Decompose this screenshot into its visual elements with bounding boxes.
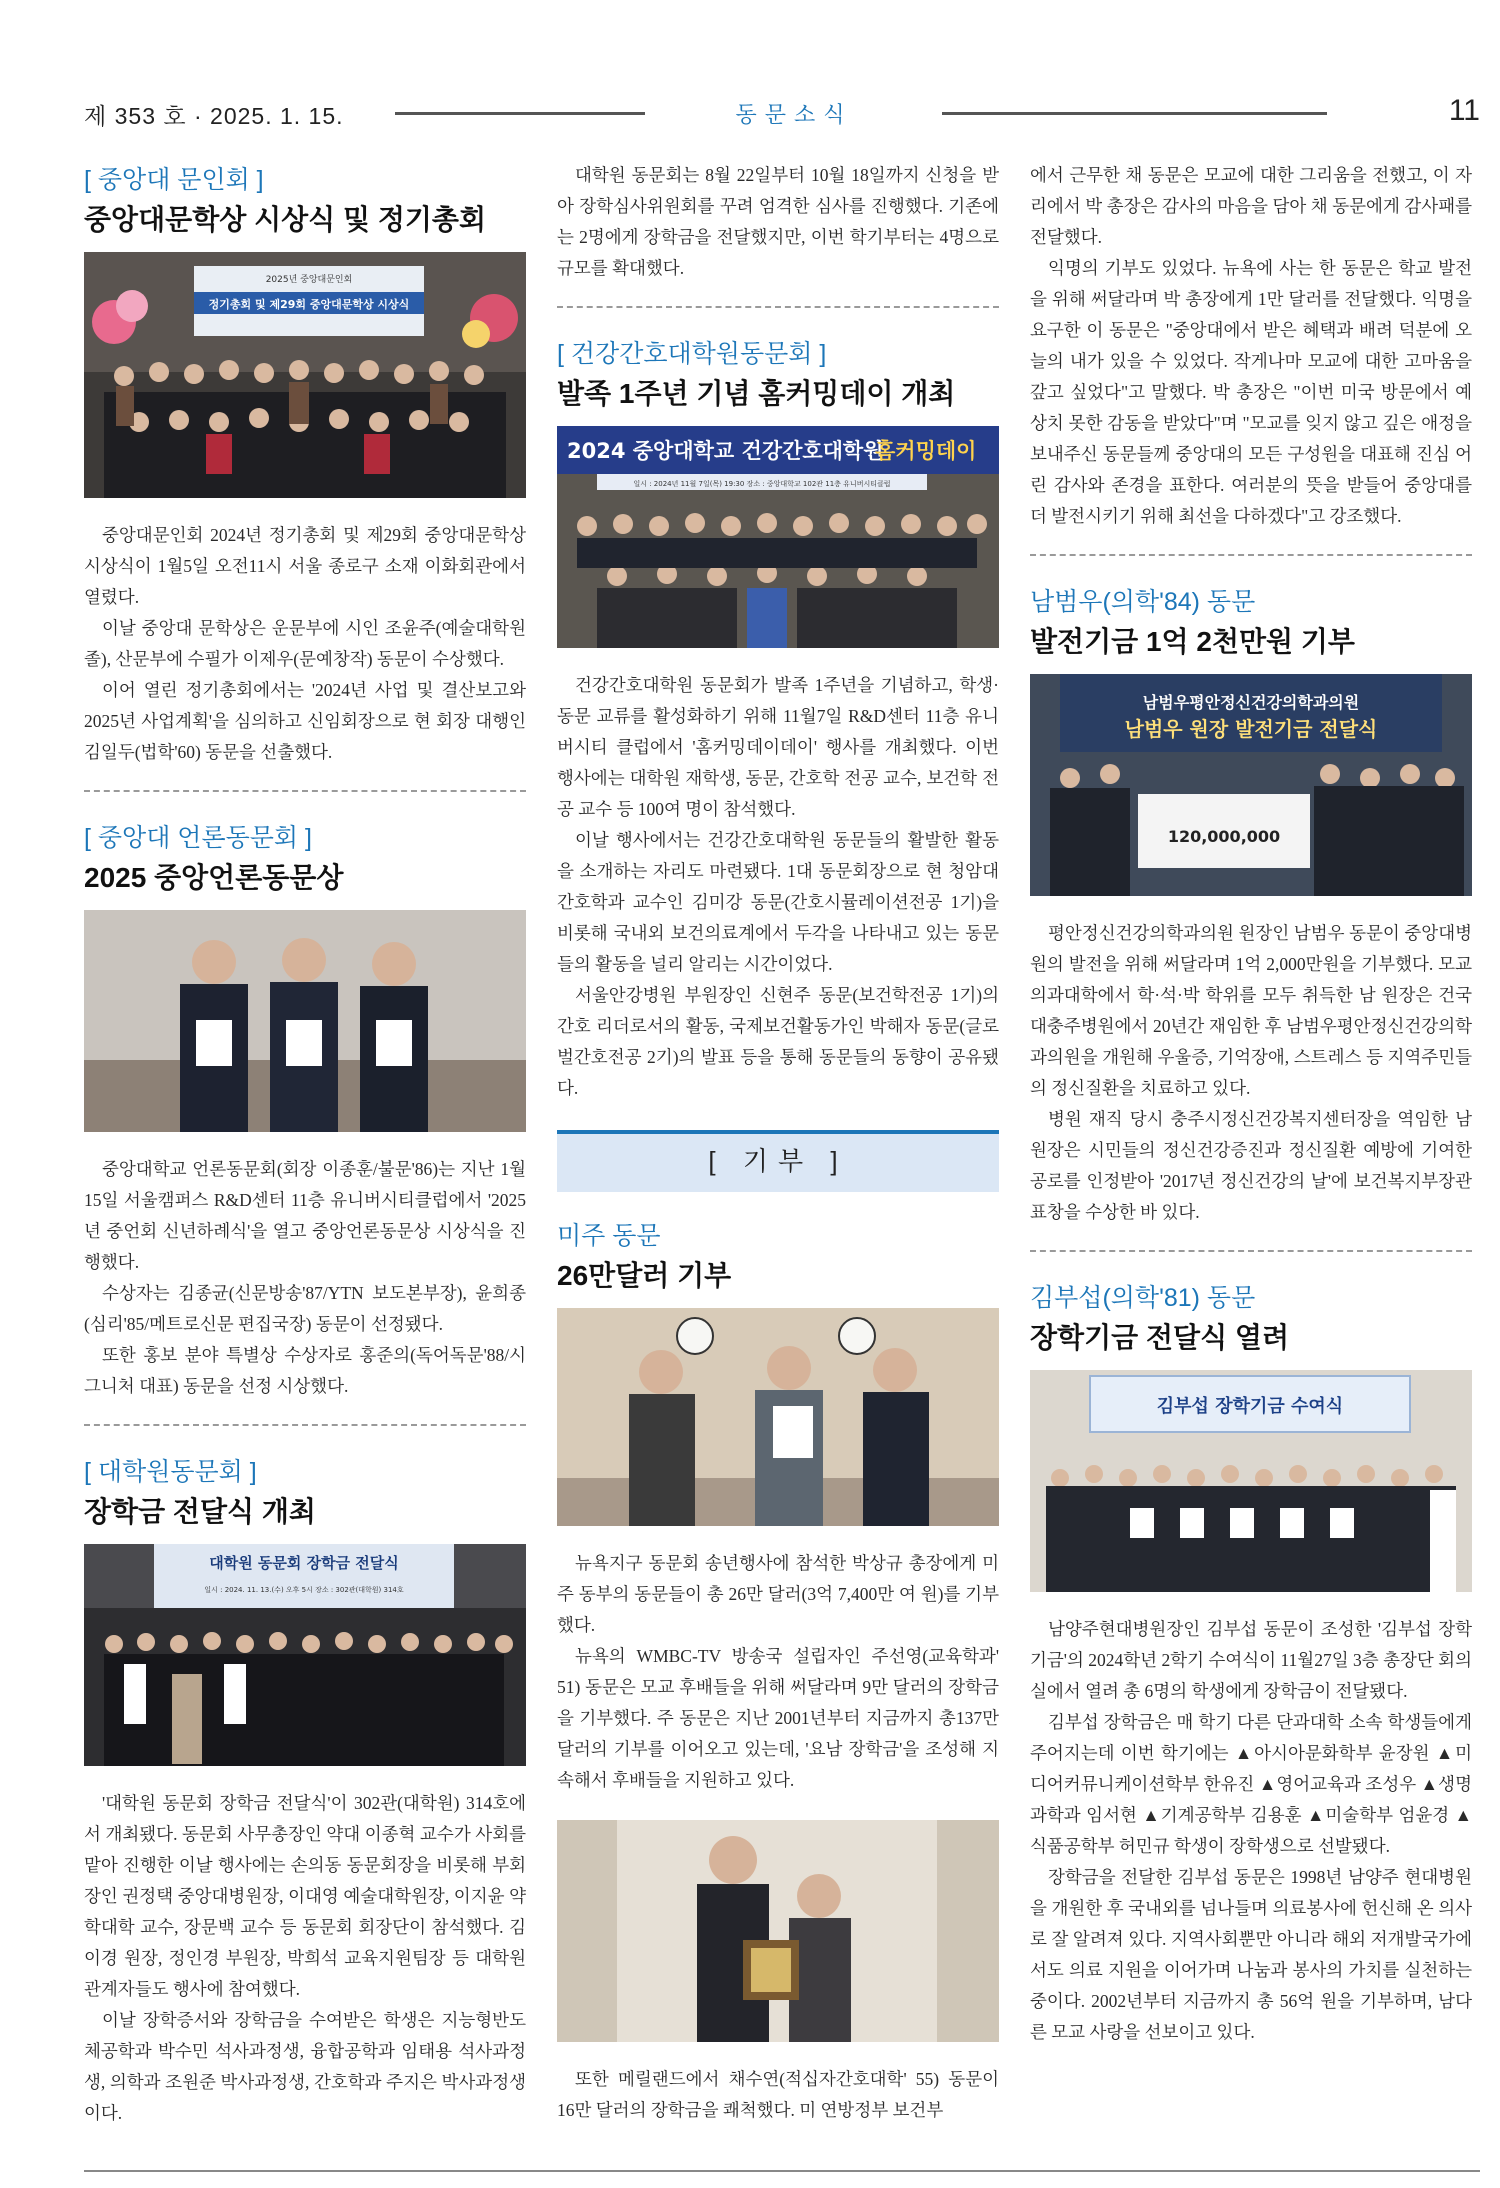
article-paragraph: 수상자는 김종균(신문방송'87/YTN 보도본부장), 윤희종(심리'85/메트로신문 편집국장) 동문이 선정됐다. <box>84 1283 526 1334</box>
article-paragraph: '대학원 동문회 장학금 전달식'이 302관(대학원) 314호에서 개최됐다. 동문회 사무총장인 약대 이종혁 교수가 사회를 맡아 진행한 이날 행사에는 손의동 동문회장을 비롯해 부회장인 권정택 중앙대병원장, 이대영 예술대학원장, 이지윤 약학대학 교수, 장문백 교수 등 동문회 회장단이 참석했다. 김이경 원장, 정인경 부원장, 박희석 교육지원팀장 등 대학원 관계자들도 행사에 참여했다. <box>84 1793 526 1999</box>
article-us-alumni-continued <box>1030 160 1472 532</box>
column-3 <box>1030 160 1472 2048</box>
article-paragraph: 건강간호대학원 동문회가 발족 1주년을 기념하고, 학생·동문 교류를 활성화하기 위해 11월7일 R&D센터 11층 유니버시티 클럽에서 '홈커밍데이데이' 행사를 개최했다. 이번 행사에는 대학원 재학생, 동문, 간호학 전공 교수, 보건학 전공 교수 등 100여 명이 참석했다. <box>557 675 999 819</box>
article-category: 김부섭(의학'81) 동문 <box>1030 1284 1256 1312</box>
header-rule-right <box>942 112 1327 115</box>
photo-banner-small: 일시 : 2024. 11. 13.(수) 오후 5시 장소 : 302관(대학원) 314호 <box>204 1586 404 1594</box>
page-header <box>84 94 1480 134</box>
article-category: [ 중앙대 언론동문회 ] <box>84 824 312 852</box>
photo-banner-text: 대학원 동문회 장학금 전달식 <box>209 1554 399 1572</box>
article-paragraph: 이날 행사에서는 건강간호대학원 동문들의 활발한 활동을 소개하는 자리도 마련됐다. 1대 동문회장으로 현 청암대 간호학과 교수인 김미강 동문(간호시뮬레이션전공 1기)을 비롯해 국내외 보건의료계에서 두각을 나타내고 있는 동문들의 활동을 널리 알리는 시간이었다. <box>557 830 999 974</box>
footer-rule <box>84 2170 1480 2172</box>
article-category: 남범우(의학'84) 동문 <box>1030 588 1256 616</box>
photo-maryland-donation <box>557 1820 999 2042</box>
photo-banner-text: 김부섭 장학기금 수여식 <box>1156 1396 1344 1417</box>
photo-banner-text: 정기총회 및 제29회 중앙대문학상 시상식 <box>208 298 410 311</box>
article-paragraph: 이날 중앙대 문학상은 운문부에 시인 조윤주(예술대학원 졸), 산문부에 수필가 이제우(문예창작) 동문이 수상했다. <box>84 618 526 669</box>
column-1 <box>84 160 526 2129</box>
donation-section-banner <box>557 1130 999 1192</box>
group-photo-homecoming <box>557 426 999 648</box>
article-paragraph: 중앙대문인회 2024년 정기총회 및 제29회 중앙대문학상 시상식이 1월5일 오전11시 서울 종로구 소재 이화회관에서 열렸다. <box>84 525 526 607</box>
article-paragraph: 익명의 기부도 있었다. 뉴욕에 사는 한 동문은 학교 발전을 위해 써달라며 박 총장에게 1만 달러를 전달했다. 익명을 요구한 이 동문은 "중앙대에서 받은 혜택과 배려 덕분에 오늘의 내가 있을 수 있었다. 작게나마 모교에 대한 고마움을 갚고 싶었다"고 말했다. 박 총장은 "이번 미국 방문에서 예상치 못한 감동을 받았다"며 "모교를 잊지 않고 깊은 애정을 보내주신 동문들께 중앙대의 모든 구성원을 대표해 진심 어린 감사와 존경을 표한다. 여러분의 뜻을 받들어 중앙대를 더 발전시키기 위해 최선을 다하겠다"고 강조했다. <box>1030 258 1472 526</box>
article-paragraph: 에서 근무한 채 동문은 모교에 대한 그리움을 전했고, 이 자리에서 박 총장은 감사의 마음을 담아 채 동문에게 감사패를 전달했다. <box>1030 165 1472 247</box>
photo-banner-small: 2025년 중앙대문인회 <box>265 275 353 285</box>
photo-banner-text: 남범우평안정신건강의학과의원 <box>1142 693 1360 712</box>
article-paragraph: 뉴욕지구 동문회 송년행사에 참석한 박상규 총장에게 미주 동부의 동문들이 총 26만 달러(3억 7,400만 여 원)를 기부했다. <box>557 1553 999 1635</box>
article-separator <box>1030 1250 1472 1252</box>
article-nam-donation <box>1030 582 1472 1228</box>
article-paragraph: 또한 홍보 분야 특별상 수상자로 홍준의(독어독문'88/시그니처 대표) 동문을 선정 시상했다. <box>84 1345 526 1396</box>
article-category: 미주 동문 <box>557 1222 661 1250</box>
column-2 <box>557 160 999 2126</box>
article-literary-society <box>84 160 526 768</box>
issue-info: 제 353 호 · 2025. 1. 15. <box>84 103 344 129</box>
article-headline: 장학기금 전달식 열려 <box>1030 1322 1289 1353</box>
article-category: [ 중앙대 문인회 ] <box>84 166 264 194</box>
photo-check-amount: 120,000,000 <box>1167 827 1281 846</box>
article-separator <box>1030 554 1472 556</box>
donation-section-title: [ 기부 ] <box>708 1146 848 1176</box>
section-title: 동문소식 <box>735 102 853 127</box>
article-us-alumni <box>557 1216 999 2126</box>
article-paragraph: 장학금을 전달한 김부섭 동문은 1998년 남양주 현대병원을 개원한 후 국내외를 넘나들며 의료봉사에 헌신해 온 의사로 잘 알려져 있다. 지역사회뿐만 아니라 해외 저개발국가에서도 의료 지원을 이어가며 나눔과 봉사의 가치를 실천하는 중이다. 2002년부터 지금까지 총 56억 원을 기부하며, 남다른 모교 사랑을 선보이고 있다. <box>1030 1867 1472 2042</box>
article-category: [ 대학원동문회 ] <box>84 1458 257 1486</box>
article-nursing-homecoming <box>557 334 999 1104</box>
article-press-alumni <box>84 818 526 1402</box>
photo-banner-highlight: 남범우 원장 발전기금 전달식 <box>1124 717 1378 741</box>
group-photo-kim-scholarship <box>1030 1370 1472 1592</box>
article-paragraph: 병원 재직 당시 충주시정신건강복지센터장을 역임한 남 원장은 시민들의 정신건강증진과 정신질환 예방에 기여한 공로를 인정받아 '2017년 정신건강의 날'에 보건복지부장관 표창을 수상한 바 있다. <box>1030 1109 1472 1222</box>
group-photo-literary-award <box>84 252 526 498</box>
photo-us-donation <box>557 1308 999 1526</box>
article-headline: 중앙대문학상 시상식 및 정기총회 <box>84 204 487 235</box>
article-paragraph: 김부섭 장학금은 매 학기 다른 단과대학 소속 학생들에게 주어지는데 이번 학기에는 ▲아시아문화학부 윤장원 ▲미디어커뮤니케이션학부 한유진 ▲영어교육과 조성우 ▲생명과학과 임서현 ▲기계공학부 김용훈 ▲미술학부 엄윤경 ▲식품공학부 허민규 학생이 장학생으로 선발됐다. <box>1030 1712 1472 1856</box>
header-rule-left <box>395 112 645 115</box>
article-separator <box>557 306 999 308</box>
article-paragraph: 중앙대학교 언론동문회(회장 이종훈/불문'86)는 지난 1월15일 서울캠퍼스 R&D센터 11층 유니버시티클럽에서 '2025년 중언회 신년하례식'을 열고 중앙언론동문상 시상식을 진행했다. <box>84 1159 526 1272</box>
article-headline: 2025 중앙언론동문상 <box>84 862 344 893</box>
photo-banner-highlight: 홈커밍데이 <box>875 439 977 463</box>
article-paragraph: 대학원 동문회는 8월 22일부터 10월 18일까지 신청을 받아 장학심사위원회를 꾸려 엄격한 심사를 진행했다. 기존에는 2명에게 장학금을 전달했지만, 이번 학기부터는 4명으로 규모를 확대했다. <box>557 165 999 278</box>
article-separator <box>84 790 526 792</box>
photo-banner-text: 2024 중앙대학교 건강간호대학원 <box>567 439 884 463</box>
article-paragraph: 뉴욕의 WMBC-TV 방송국 설립자인 주선영(교육학과' 51) 동문은 모교 후배들을 위해 써달라며 9만 달러의 장학금을 기부했다. 주 동문은 지난 2001년부터 지금까지 총137만 달러의 기부를 이어오고 있는데, '요남 장학금'을 조성해 지속해서 후배들을 지원하고 있다. <box>557 1646 999 1790</box>
article-paragraph: 또한 메릴랜드에서 채수연(적십자간호대학' 55) 동문이 16만 달러의 장학금을 쾌척했다. 미 연방정부 보건부 <box>557 2069 999 2120</box>
photo-banner-small: 일시 : 2024년 11월 7일(목) 19:30 장소 : 중앙대학교 102관 11층 유니버시티클럽 <box>633 480 891 488</box>
article-paragraph: 서울안강병원 부원장인 신현주 동문(보건학전공 1기)의 간호 리더로서의 활동, 국제보건활동가인 박해자 동문(글로벌간호전공 2기)의 발표 등을 통해 동문들의 동향이 공유됐다. <box>557 985 999 1098</box>
article-paragraph: 이어 열린 정기총회에서는 '2024년 사업 및 결산보고와 2025년 사업계획'을 심의하고 신임회장으로 현 회장 대행인 김일두(법학'60) 동문을 선출했다. <box>84 680 526 762</box>
article-paragraph: 평안정신건강의학과의원 원장인 남범우 동문이 중앙대병원의 발전을 위해 써달라며 1억 2,000만원을 기부했다. 모교 의과대학에서 학·석·박 학위를 모두 취득한 남 원장은 건국대충주병원에서 20년간 재임한 후 남범우평안정신건강의학과의원을 개원해 우울증, 기억장애, 스트레스 등 지역주민들의 정신질환을 치료하고 있다. <box>1030 923 1472 1098</box>
article-headline: 장학금 전달식 개최 <box>84 1496 316 1527</box>
article-headline: 발족 1주년 기념 홈커밍데이 개최 <box>557 378 956 409</box>
article-graduate-alumni <box>84 1452 526 2129</box>
article-headline: 발전기금 1억 2천만원 기부 <box>1030 626 1355 657</box>
page-number: 11 <box>1448 94 1480 127</box>
photo-press-award <box>84 910 526 1132</box>
article-category: [ 건강간호대학원동문회 ] <box>557 340 827 368</box>
group-photo-graduate-scholarship <box>84 1544 526 1766</box>
article-paragraph: 남양주현대병원장인 김부섭 동문이 조성한 '김부섭 장학기금'의 2024학년 2학기 수여식이 11월27일 3층 총장단 회의실에서 열려 총 6명의 학생에게 장학금이 전달됐다. <box>1030 1619 1472 1701</box>
article-kim-scholarship <box>1030 1278 1472 2048</box>
article-graduate-continued <box>557 160 999 284</box>
article-paragraph: 이날 장학증서와 장학금을 수여받은 학생은 지능형반도체공학과 박수민 석사과정생, 융합공학과 임태용 석사과정생, 의학과 조원준 박사과정생, 간호학과 주지은 박사과정생이다. <box>84 2010 526 2123</box>
article-headline: 26만달러 기부 <box>557 1260 732 1291</box>
article-separator <box>84 1424 526 1426</box>
photo-nam-fund-ceremony <box>1030 674 1472 896</box>
